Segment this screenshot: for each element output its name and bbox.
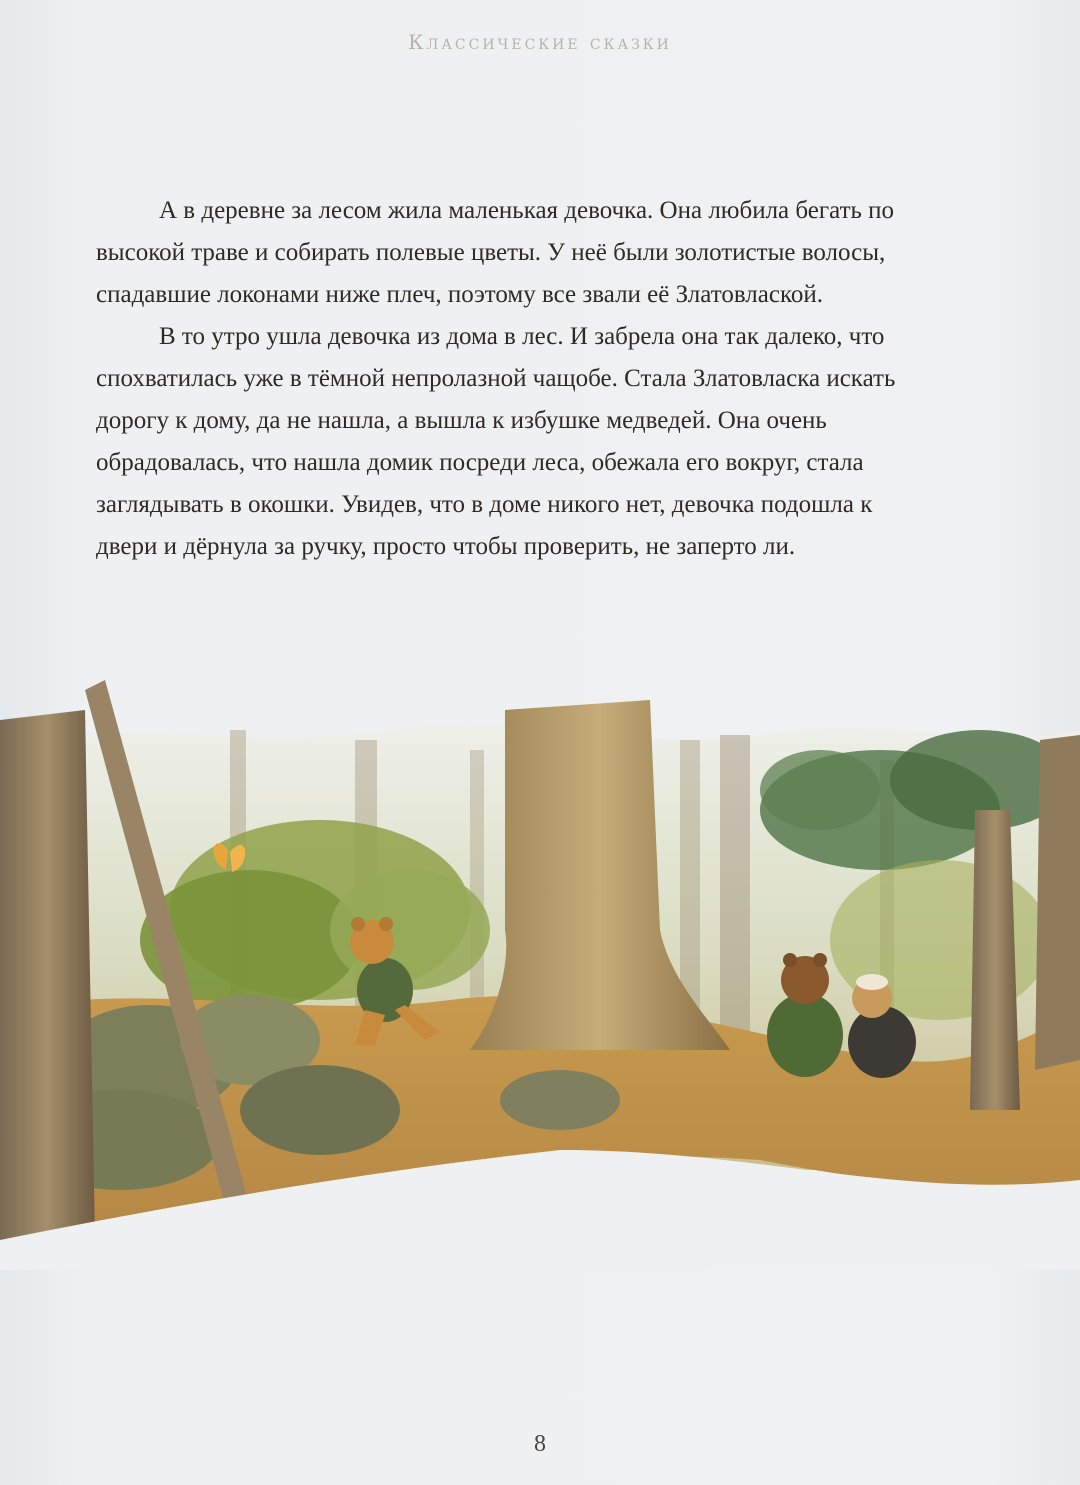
paragraph-2: В то утро ушла девочка из дома в лес. И забрела она так далеко, что спохватилась уже в тёмной непролазной чащобе. Стала Златовласка искать дорогу к дому, да не нашла, а вышла к избушке медведей. Она очень обрадовалась, что нашла домик посреди леса, обежала его вокруг, стала заглядывать в окошки. Увидев, что в доме никого нет, девочка подошла к двери и дёрнула за ручку, просто чтобы проверить, не заперто ли. <box>96 323 896 560</box>
forest-illustration <box>0 680 1080 1270</box>
paragraph-1: А в деревне за лесом жила маленькая девочка. Она любила бегать по высокой траве и собирать полевые цветы. У неё были золотистые волосы, спадавшие локонами ниже плеч, поэтому все звали её Златовлаской. <box>96 197 895 308</box>
running-title: Классические сказки <box>408 30 672 54</box>
story-text <box>96 190 926 568</box>
page-number: 8 <box>534 1431 546 1457</box>
left-tree-trunk <box>0 710 95 1260</box>
edge-tree-trunk <box>1035 735 1080 1070</box>
